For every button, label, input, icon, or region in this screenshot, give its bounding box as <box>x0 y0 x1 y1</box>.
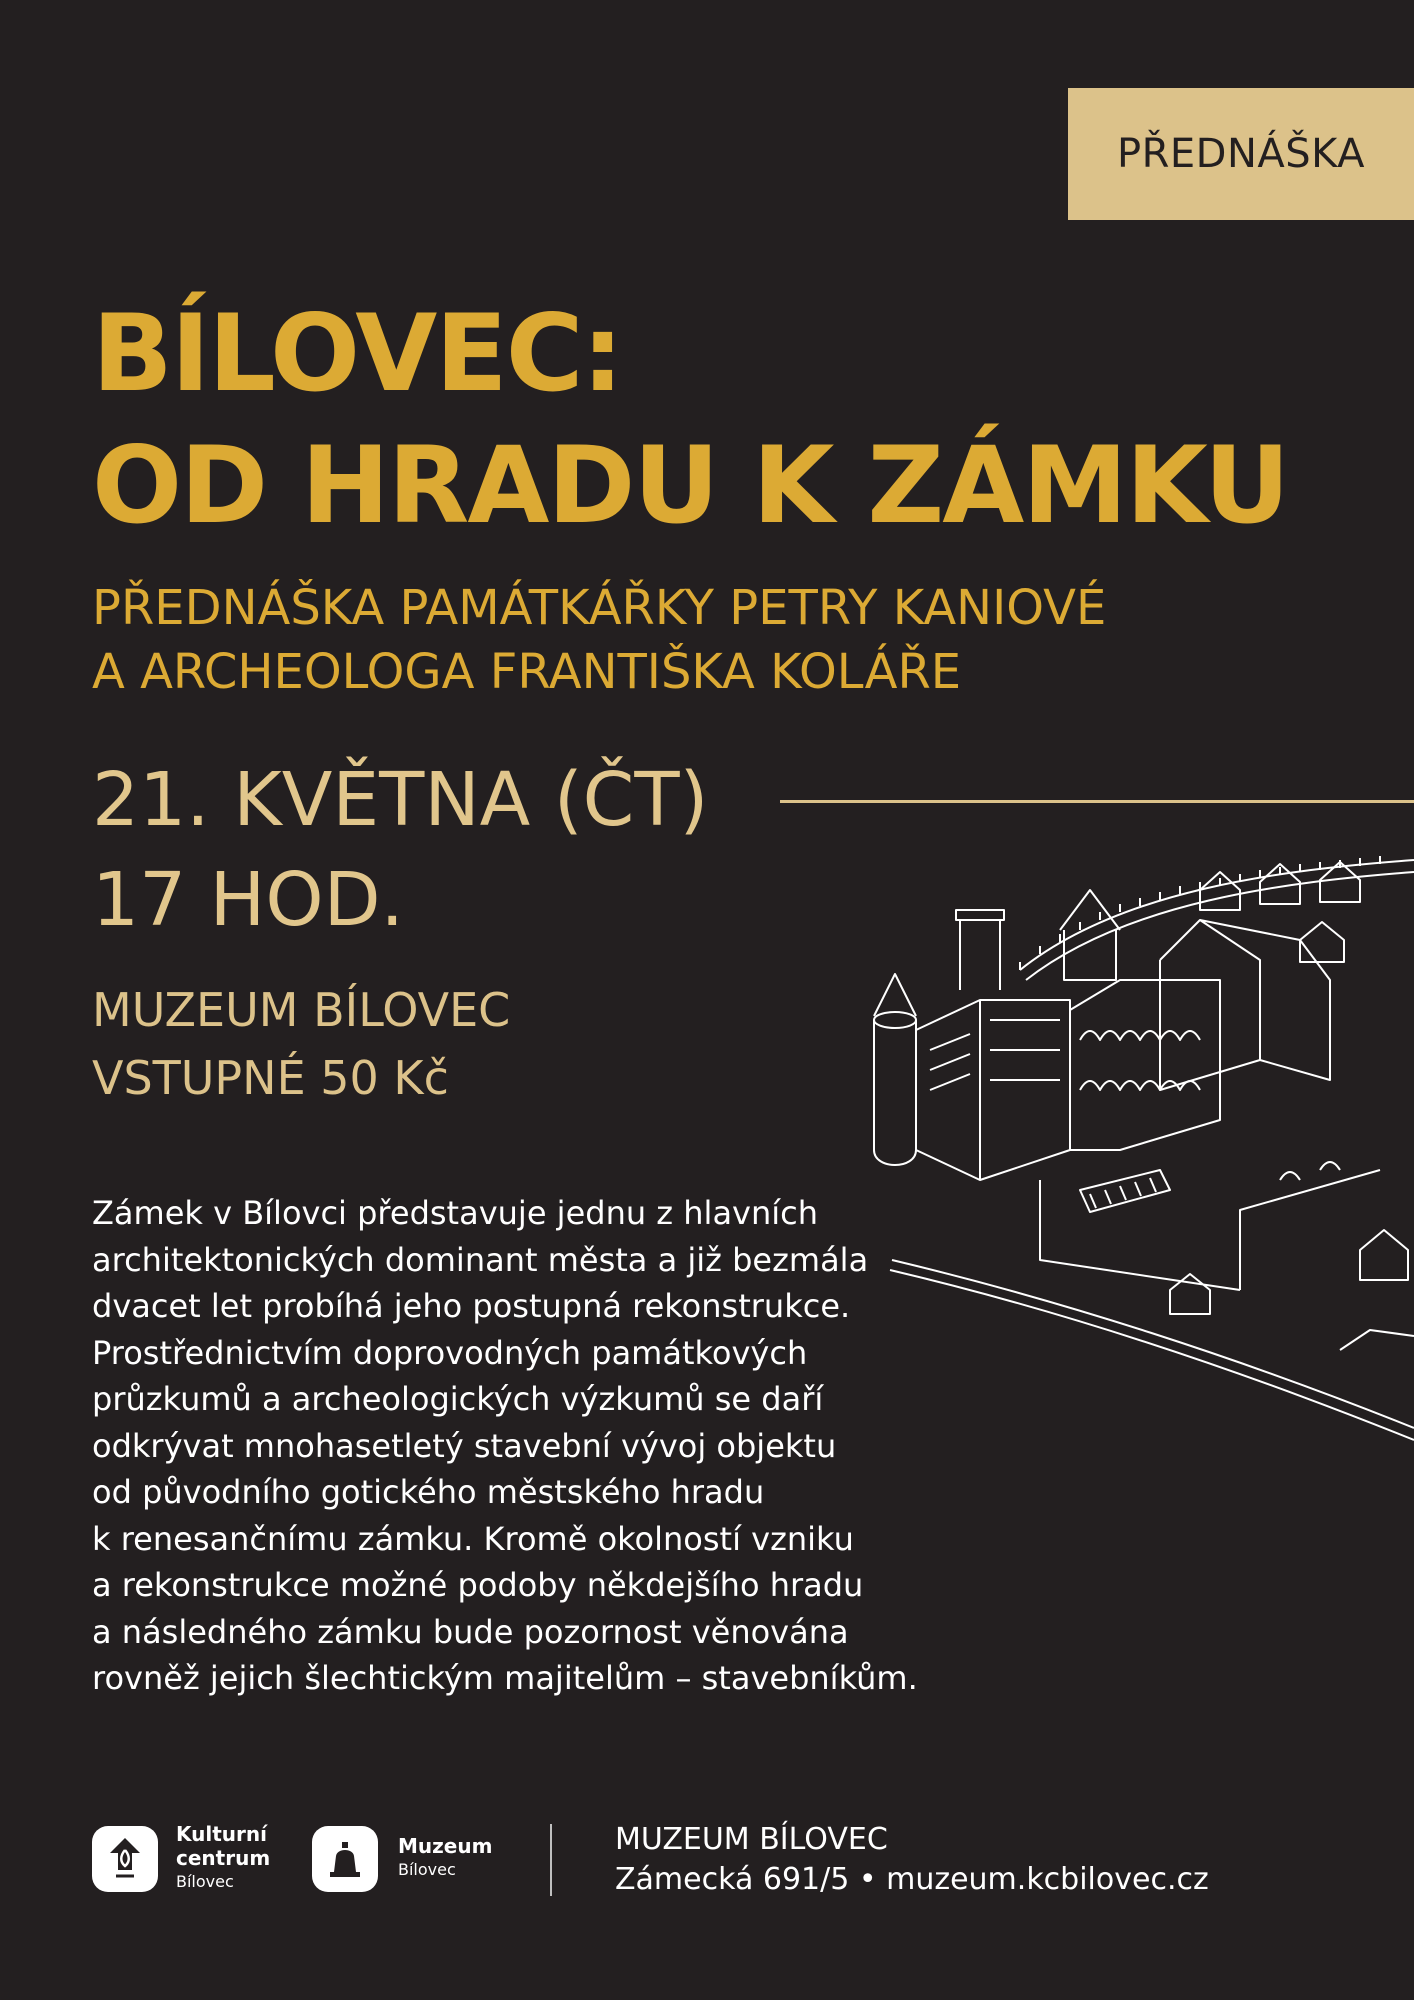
address-name: MUZEUM BÍLOVEC <box>615 1822 888 1857</box>
address-street-web: Zámecká 691/5 • muzeum.kcbilovec.cz <box>615 1862 1209 1897</box>
description-line: a rekonstrukce možné podoby někdejšího hradu <box>92 1566 864 1604</box>
description-line: a následného zámku bude pozornost věnována <box>92 1612 849 1651</box>
poster-footer <box>0 1820 1414 1910</box>
title-line-2: OD HRADU K ZÁMKU <box>92 424 1289 547</box>
muzeum-logo-line-2: Bílovec <box>398 1860 456 1879</box>
muzeum-logo-text <box>398 1834 492 1882</box>
muzeum-bell-logo-icon <box>312 1826 378 1892</box>
venue-admission: VSTUPNÉ 50 Kč <box>92 1051 449 1105</box>
description-line: od původního gotického městského hradu <box>92 1473 765 1511</box>
title-line-1: BÍLOVEC: <box>92 292 622 415</box>
kc-logo-line-3: Bílovec <box>176 1872 234 1891</box>
description-line: Zámek v Bílovci představuje jednu z hlavních <box>92 1194 819 1232</box>
event-description <box>92 1190 972 1702</box>
subtitle-line-2: A ARCHEOLOGA FRANTIŠKA KOLÁŘE <box>92 644 962 700</box>
kulturni-centrum-logo-icon <box>92 1826 158 1892</box>
kc-logo-line-2: centrum <box>176 1846 271 1870</box>
footer-address <box>615 1820 1209 1900</box>
description-line: dvacet let probíhá jeho postupná rekonstrukce. <box>92 1287 851 1325</box>
description-line: odkrývat mnohasetletý stavební vývoj objektu <box>92 1426 837 1465</box>
description-line: rovněž jejich šlechtickým majitelům – stavebníkům. <box>92 1659 918 1697</box>
description-line: k renesančnímu zámku. Kromě okolností vzniku <box>92 1519 854 1558</box>
description-line: architektonických dominant města a již bezmála <box>92 1240 869 1279</box>
poster-subtitle <box>92 576 1106 704</box>
event-time: 17 HOD. <box>92 857 405 943</box>
footer-divider <box>550 1824 552 1896</box>
venue-name: MUZEUM BÍLOVEC <box>92 983 511 1037</box>
category-tag-label: PŘEDNÁŠKA <box>1116 131 1366 177</box>
event-venue <box>92 976 510 1112</box>
category-tag <box>1068 88 1414 220</box>
subtitle-line-1: PŘEDNÁŠKA PAMÁTKÁŘKY PETRY KANIOVÉ <box>92 580 1107 636</box>
kc-logo-line-1: Kulturní <box>176 1822 267 1846</box>
poster-title <box>92 288 1288 552</box>
description-line: průzkumů a archeologických výzkumů se daří <box>92 1380 824 1418</box>
date-divider-line <box>780 800 1414 803</box>
kulturni-centrum-logo-text <box>176 1822 270 1894</box>
event-date <box>92 750 708 950</box>
muzeum-logo-line-1: Muzeum <box>398 1834 493 1858</box>
description-line: Prostřednictvím doprovodných památkových <box>92 1333 808 1372</box>
event-day: 21. KVĚTNA (ČT) <box>92 757 709 843</box>
